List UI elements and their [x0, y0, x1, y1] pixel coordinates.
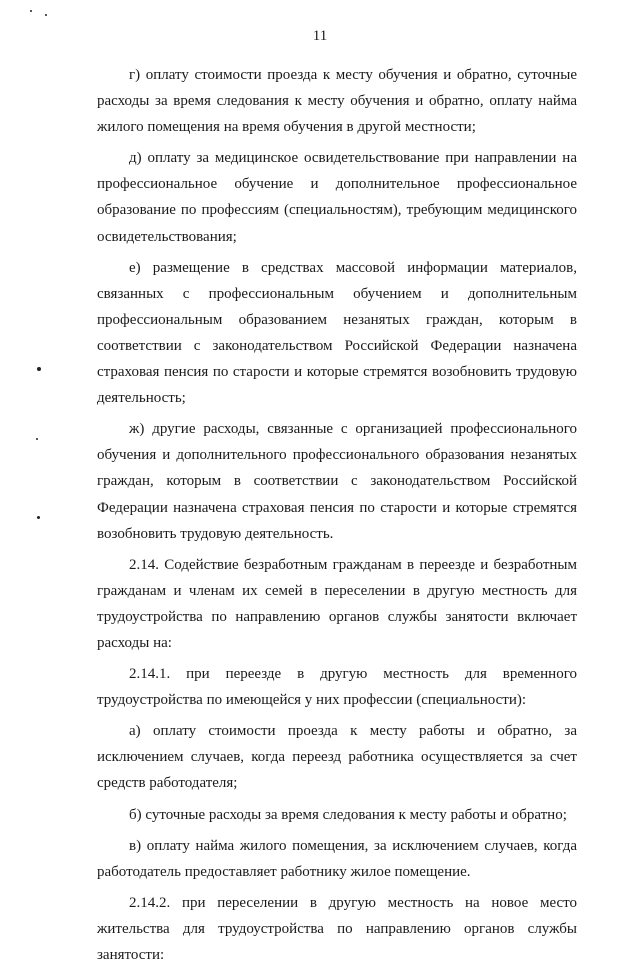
scan-speck	[30, 10, 32, 12]
scan-speck	[37, 516, 40, 519]
paragraph-e: е) размещение в средствах массовой информации материалов, связанных с профессиональным обучением и дополнительным профессиональным образованием незанятых граждан, которым в соответствии с законодательством Российской Федерации назначена страховая пенсия по старости и которые стремятся возобновить трудовую деятельность;	[97, 259, 577, 407]
scan-speck	[45, 14, 47, 16]
paragraph-zh: ж) другие расходы, связанные с организацией профессионального обучения и дополнительного профессионального образования незанятых граждан, которым в соответствии с законодательством Российской Федерации назначена страховая пенсия по старости и которые стремятся возобновить трудовую деятельность.	[97, 421, 577, 542]
paragraph-b: б) суточные расходы за время следования к месту работы и обратно;	[129, 806, 567, 823]
paragraph-2-14: 2.14. Содействие безработным гражданам в переезде и безработным гражданам и членам их семей в переселении в другую местность для трудоустройства по направлению органов службы занятости включает расходы на:	[97, 556, 577, 651]
paragraph-g: г) оплату стоимости проезда к месту обучения и обратно, суточные расходы за время следования к месту обучения и обратно, оплату найма жилого помещения на время обучения в другой местности;	[97, 67, 577, 136]
paragraph-a: а) оплату стоимости проезда к месту работы и обратно, за исключением случаев, когда переезд работника осуществляется за счет средств работодателя;	[97, 723, 577, 792]
paragraph-2-14-2: 2.14.2. при переселении в другую местность на новое место жительства для трудоустройства по направлению органов службы занятости:	[97, 894, 577, 963]
document-body	[97, 62, 577, 973]
paragraph-v: в) оплату найма жилого помещения, за исключением случаев, когда работодатель предоставляет работнику жилое помещение.	[97, 837, 577, 880]
paragraph-2-14-1: 2.14.1. при переезде в другую местность для временного трудоустройства по имеющейся у них профессии (специальности):	[97, 666, 577, 709]
paragraph-d: д) оплату за медицинское освидетельствование при направлении на профессиональное обучение и дополнительное профессиональное образование по профессиям (специальностям), требующим медицинского освидетельствования;	[97, 150, 577, 245]
page-number: 11	[312, 28, 328, 44]
scan-speck	[36, 438, 38, 440]
scan-speck	[37, 367, 41, 371]
